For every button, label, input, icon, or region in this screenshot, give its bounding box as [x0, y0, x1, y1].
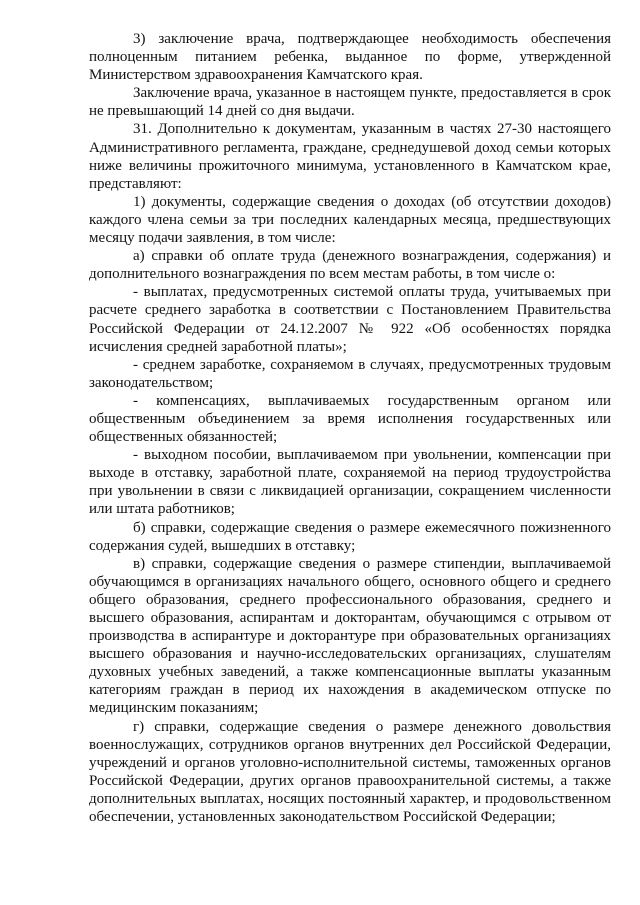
bullet-average-earnings: - среднем заработке, сохраняемом в случаях, предусмотренных трудовым законодательством; — [89, 356, 611, 391]
bullet-payments: - выплатах, предусмотренных системой оплаты труда, учитываемых при расчете среднего заработка в соответствии с Постановлением Правительства Российской Федерации от 24.12.2007 № 922 «Об особенностях порядка исчисления средней заработной платы»; — [89, 284, 611, 355]
paragraph-v-stipend: в) справки, содержащие сведения о размере стипендии, выплачиваемой обучающимся в организациях начального общего, основного общего и среднего общего образования, среднего профессионального образования, среднего и высшего образования, аспирантам и докторантам, обучающимся с отрывом от производства в аспирантуре и докторантуре при образовательных организациях высшего образования и научно-исследовательских организациях, слушателям духовных учебных заведений, а также компенсационные выплаты указанным категориям граждан в период их нахождения в академическом отпуске по медицинским показаниям; — [89, 555, 611, 717]
paragraph-g-allowance: г) справки, содержащие сведения о размере денежного довольствия военнослужащих, сотрудников органов внутренних дел Российской Федерации, учреждений и органов уголовно-исполнительной системы, таможенных органов Российской Федерации, других органов правоохранительной системы, а также дополнительных выплатах, носящих постоянный характер, и продовольственном обеспечении, установленных законодательством Российской Федерации; — [89, 718, 611, 826]
bullet-compensations: - компенсациях, выплачиваемых государственным органом или общественным объединением за время исполнения государственных или общественных обязанностей; — [89, 392, 611, 446]
paragraph-a-salary: а) справки об оплате труда (денежного вознаграждения, содержания) и дополнительного вознаграждения по всем местам работы, в том числе о: — [89, 248, 611, 283]
paragraph-item-3: 3) заключение врача, подтверждающее необходимость обеспечения полноценным питанием ребенка, выданное по форме, утвержденной Министерством здравоохранения Камчатского края. — [89, 31, 611, 84]
paragraph-income-documents: 1) документы, содержащие сведения о доходах (об отсутствии доходов) каждого члена семьи за три последних календарных месяца, предшествующих месяцу подачи заявления, в том числе: — [89, 193, 611, 247]
bullet-severance: - выходном пособии, выплачиваемом при увольнении, компенсации при выходе в отставку, заработной плате, сохраняемой на период трудоустройства при увольнении в связи с ликвидацией организации, сокращением численности или штата работников; — [89, 447, 611, 518]
document-body — [89, 30, 611, 826]
paragraph-doctor-conclusion: Заключение врача, указанное в настоящем пункте, предоставляется в срок не превышающий 14 дней со дня выдачи. — [89, 85, 611, 120]
paragraph-b-judges: б) справки, содержащие сведения о размере ежемесячного пожизненного содержания судей, вышедших в отставку; — [89, 519, 611, 554]
paragraph-31: 31. Дополнительно к документам, указанным в частях 27-30 настоящего Административного регламента, граждане, среднедушевой доход семьи которых ниже величины прожиточного минимума, установленного в Камчатском крае, представляют: — [89, 121, 611, 192]
